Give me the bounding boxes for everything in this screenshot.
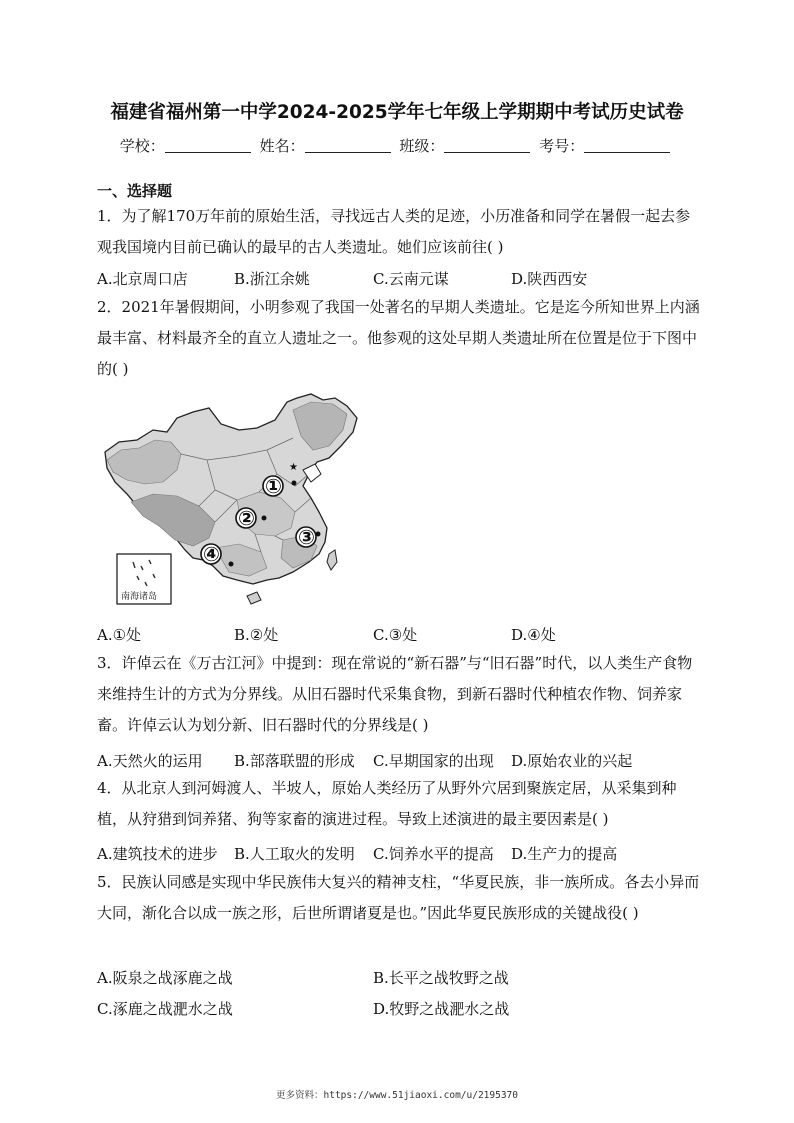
class-blank: [444, 138, 530, 153]
option: B.长平之战牧野之战: [373, 969, 509, 987]
marker-4-dot: [229, 562, 234, 567]
marker-3-dot: [316, 532, 321, 537]
marker-1-dot: [292, 481, 297, 486]
student-info-row: [0, 135, 794, 156]
option: D.生产力的提高: [511, 845, 618, 863]
option: C.云南元谋: [373, 270, 449, 288]
exam-title: 福建省福州第一中学2024-2025学年七年级上学期期中考试历史试卷: [110, 102, 684, 123]
china-map-figure: [97, 390, 365, 608]
option: A.北京周口店: [97, 270, 188, 288]
question-4-options: [97, 843, 701, 867]
question-3-stem: 3．许倬云在《万古江河》中提到：现在常说的“新石器”与“旧石器”时代，以人类生产食物来维持生计的方式为分界线。从旧石器时代采集食物，到新石器时代种植农作物、饲养家畜。许倬云认为划分新、旧石器时代的分界线是( ): [97, 654, 693, 734]
option: B.人工取火的发明: [234, 845, 355, 863]
china-map: [97, 390, 365, 608]
question-1-stem: 1．为了解170万年前的原始生活，寻找远古人类的足迹，小历准备和同学在暑假一起去参观我国境内目前已确认的最早的古人类遗址。她们应该前往( ): [97, 207, 691, 256]
question-5-stem: 5．民族认同感是实现中华民族伟大复兴的精神支柱，“华夏民族，非一族所成。各去小异而大同，渐化合以成一族之形，后世所谓诸夏是也。”因此华夏民族形成的关键战役( ): [97, 873, 700, 922]
option: B.浙江余姚: [234, 270, 310, 288]
footer-source-link[interactable]: 更多资料：https://www.51jiaoxi.com/u/2195370: [276, 1090, 518, 1101]
option: D.陕西西安: [511, 270, 588, 288]
option: B.部落联盟的形成: [234, 752, 355, 770]
option: A.建筑技术的进步: [97, 845, 218, 863]
map-marker-4: ④: [203, 542, 220, 566]
option: A.天然火的运用: [97, 752, 203, 770]
marker-2-dot: [262, 516, 267, 521]
option: C.饲养水平的提高: [373, 845, 494, 863]
question-2-options: [97, 624, 701, 648]
option: D.④处: [511, 626, 556, 644]
option: A.阪泉之战涿鹿之战: [97, 969, 233, 987]
question-5-options-row1: [97, 967, 701, 991]
capital-star-icon: ★: [289, 462, 298, 473]
question-2-stem: 2．2021年暑假期间，小明参观了我国一处著名的早期人类遗址。它是迄今所知世界上内涵最丰富、材料最齐全的直立人遗址之一。他参观的这处早期人类遗址所在位置是位于下图中的( ): [97, 298, 700, 378]
option: C.早期国家的出现: [373, 752, 494, 770]
hainan-island: [247, 592, 261, 604]
option: C.涿鹿之战淝水之战: [97, 1000, 233, 1018]
name-label: 姓名：: [259, 137, 305, 155]
option: B.②处: [234, 626, 279, 644]
school-blank: [165, 138, 251, 153]
option: A.①处: [97, 626, 142, 644]
map-marker-1: ①: [265, 474, 282, 498]
question-3-options: [97, 750, 701, 774]
taiwan-island: [327, 550, 337, 570]
option: C.③处: [373, 626, 418, 644]
section-heading: 一、选择题: [97, 182, 173, 200]
question-4-stem: 4．从北京人到河姆渡人、半坡人，原始人类经历了从野外穴居到聚族定居，从采集到种植，从狩猎到饲养猪、狗等家畜的演进过程。导致上述演进的最主要因素是( ): [97, 779, 677, 828]
name-blank: [305, 138, 391, 153]
exam-number-blank: [584, 138, 670, 153]
map-marker-2: ②: [238, 506, 255, 530]
question-1-options: [97, 268, 701, 292]
exam-number-label: 考号：: [539, 137, 585, 155]
option: D.原始农业的兴起: [511, 752, 633, 770]
class-label: 班级：: [399, 137, 445, 155]
map-marker-3: ③: [298, 525, 315, 549]
school-label: 学校：: [119, 137, 165, 155]
option: D.牧野之战淝水之战: [373, 1000, 510, 1018]
question-5-options-row2: [97, 998, 701, 1022]
inset-label: 南海诸岛: [121, 592, 158, 602]
